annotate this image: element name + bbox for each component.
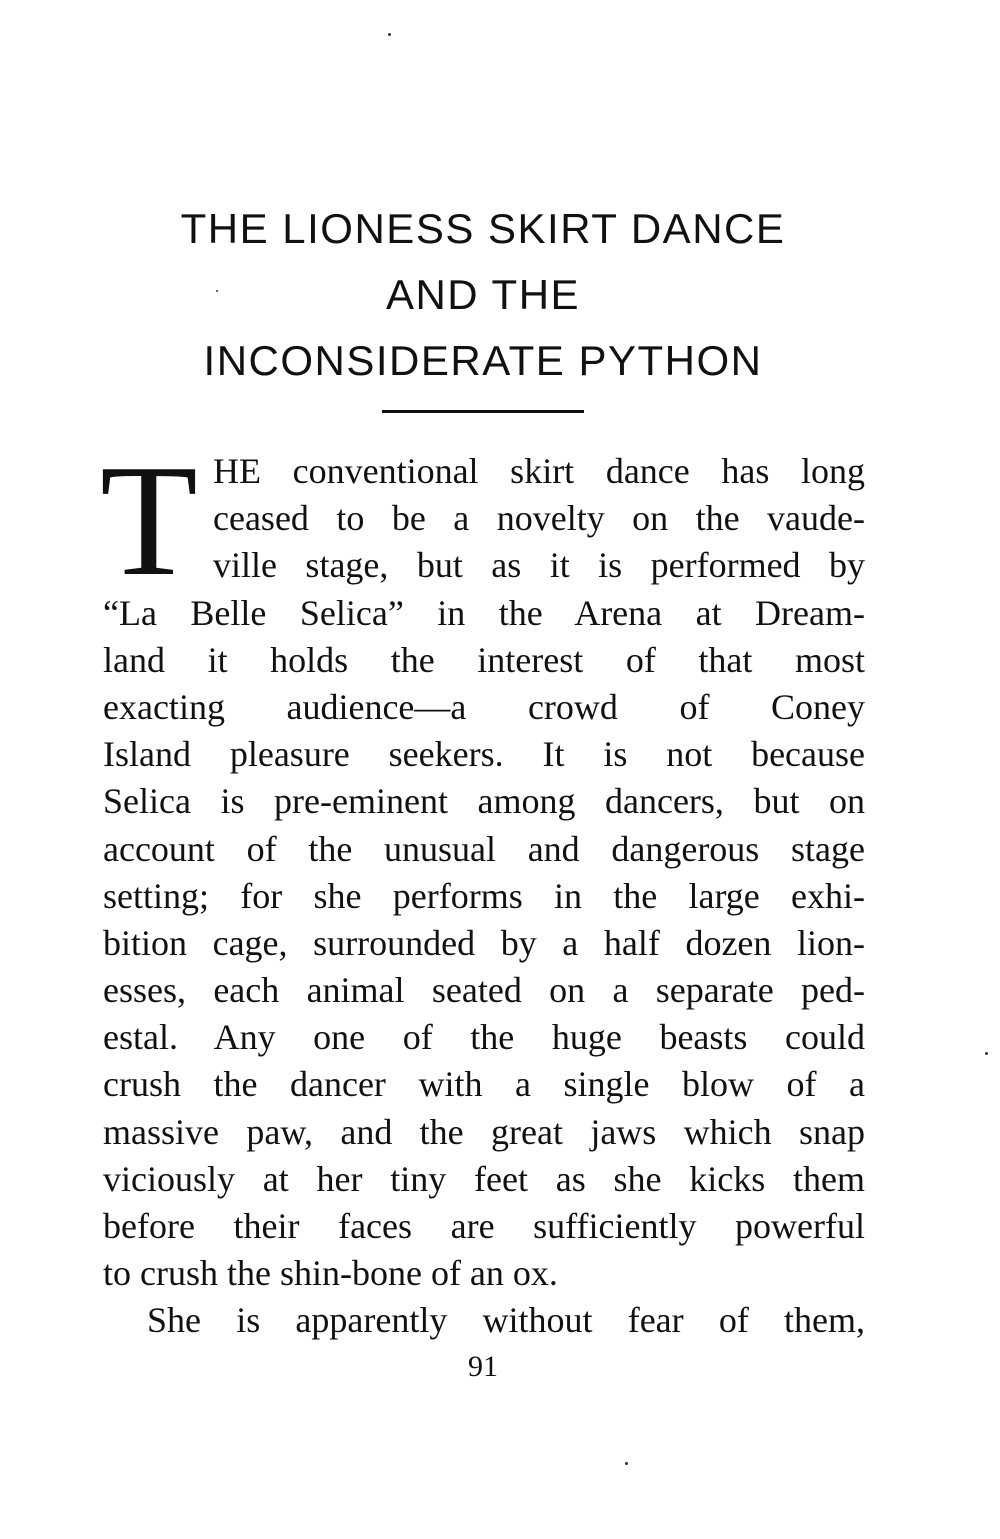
chapter-title — [103, 196, 863, 394]
title-divider — [382, 410, 584, 413]
text-line: “La Belle Selica” in the Arena at Dream- — [103, 592, 865, 633]
text-line: setting; for she performs in the large exhi- — [103, 875, 865, 916]
chapter-body — [103, 448, 865, 1345]
chapter-title-line-1: THE LIONESS SKIRT DANCE — [180, 205, 786, 252]
text-line: ceased to be a novelty on the vaude- — [213, 498, 865, 539]
text-line: account of the unusual and dangerous stage — [103, 828, 865, 869]
text-line: bition cage, surrounded by a half dozen lion- — [103, 922, 865, 963]
text-line: crush the dancer with a single blow of a — [103, 1064, 865, 1105]
text-line: Island pleasure seekers. It is not because — [103, 734, 865, 775]
drop-cap: T — [100, 431, 198, 609]
text-line: esses, each animal seated on a separate ped- — [103, 970, 865, 1011]
ink-speck — [388, 33, 391, 36]
ink-speck — [625, 1462, 628, 1465]
text-line: Selica is pre-eminent among dancers, but on — [103, 781, 865, 822]
text-line: viciously at her tiny feet as she kicks them — [103, 1158, 865, 1199]
chapter-title-line-2: AND THE — [385, 271, 581, 318]
text-line: She is apparently without fear of them, — [147, 1300, 865, 1341]
text-line: ville stage, but as it is performed by — [213, 545, 865, 586]
ink-speck — [985, 1052, 988, 1055]
chapter-title-line-3: INCONSIDERATE PYTHON — [203, 337, 763, 384]
text-line: exacting audience—a crowd of Coney — [103, 686, 865, 727]
text-line: to crush the shin-bone of an ox. — [103, 1253, 558, 1294]
text-line: land it holds the interest of that most — [103, 639, 865, 680]
text-line: estal. Any one of the huge beasts could — [103, 1017, 865, 1058]
text-line: before their faces are sufficiently powerful — [103, 1206, 865, 1246]
text-line: massive paw, and the great jaws which snap — [103, 1111, 865, 1152]
text-line: HE conventional skirt dance has long — [213, 451, 865, 491]
page-number: 91 — [468, 1350, 498, 1383]
